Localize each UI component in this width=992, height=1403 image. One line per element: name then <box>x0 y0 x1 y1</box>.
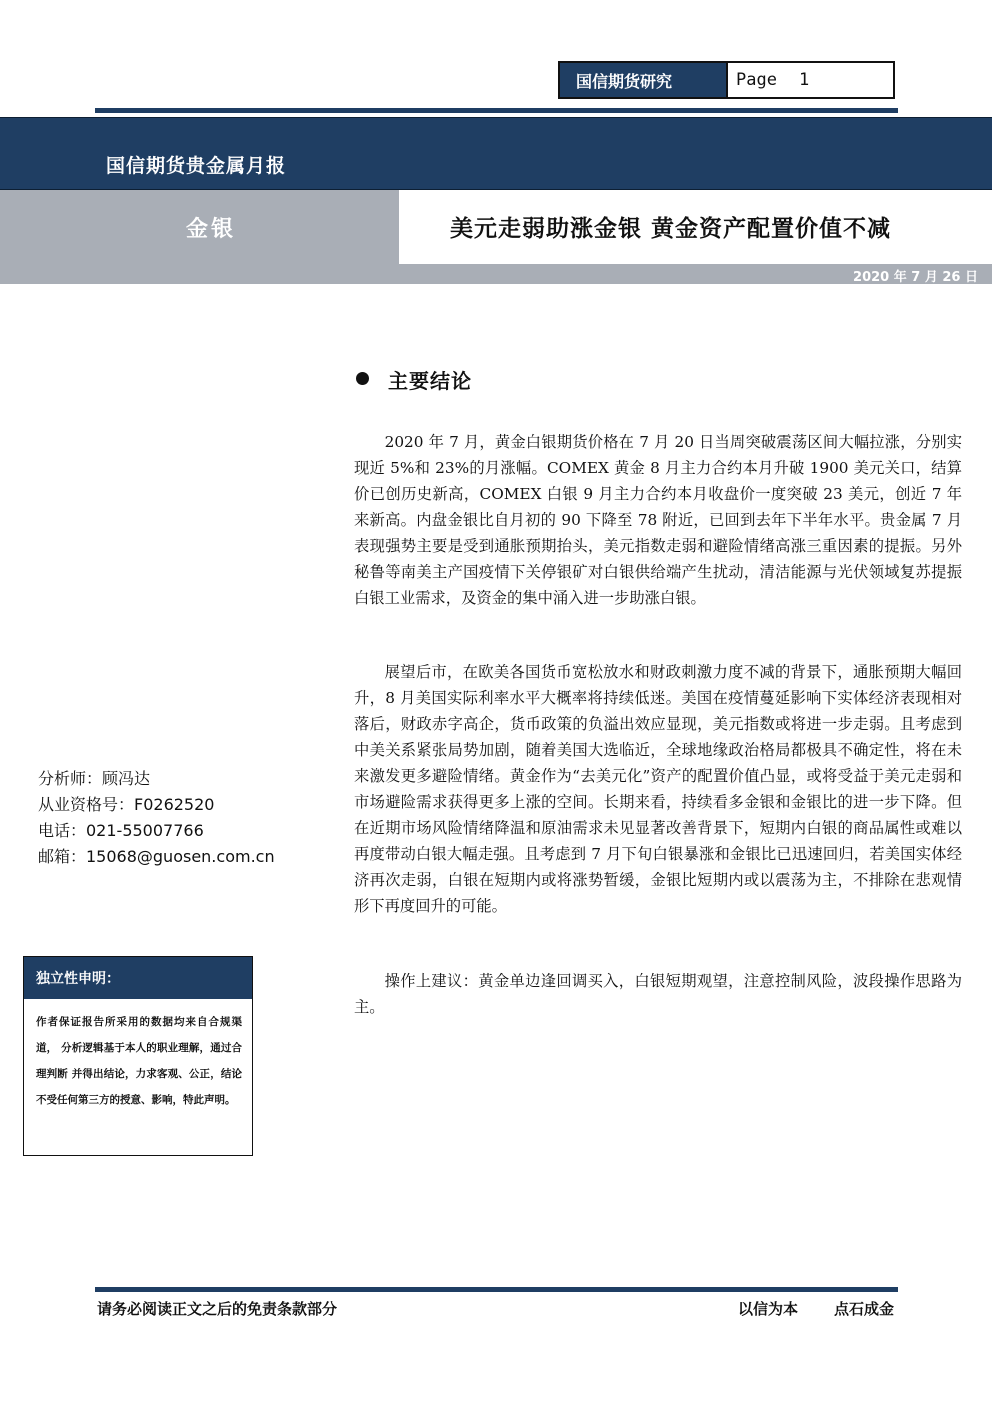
top-divider <box>95 108 898 113</box>
page-number: 1 <box>798 70 810 90</box>
notice-title: 独立性申明： <box>24 957 252 999</box>
section-title: 主要结论 <box>388 369 472 393</box>
paragraph-3: 操作上建议：黄金单边逢回调买入，白银短期观望，注意控制风险，波段操作思路为主。 <box>354 972 962 1016</box>
page-indicator <box>558 61 895 99</box>
paragraph-1: 2020 年 7 月，黄金白银期货价格在 7 月 20 日当周突破震荡区间大幅拉涨，分别实现近 5%和 23%的月涨幅。COMEX 黄金 8 月主力合约本月升破 1900 美元关口，结算价已创历史新高，COMEX 白银 9 月主力合约本月收盘价一度突破 23 美元，创近 7 年来新高。内盘金银比自月初的 90 下降至 78 附近，已回到去年下半年水平。贵金属 7 月表现强势主要是受到通胀预期抬头，美元指数走弱和避险情绪高涨三重因素的提振。另外秘鲁等南美主产国疫情下关停银矿对白银供给端产生扰动，清洁能源与光伏领域复苏提振白银工业需求，及资金的集中涌入进一步助涨白银。 <box>354 433 962 607</box>
footer-motto-1: 以信为本 <box>737 1300 798 1318</box>
footer-disclaimer: 请务必阅读正文之后的免责条款部分 <box>97 1300 338 1318</box>
paragraph-2: 展望后市，在欧美各国货币宽松放水和财政刺激力度不减的背景下，通胀预期大幅回升，8 月美国实际利率水平大概率将持续低迷。美国在疫情蔓延影响下实体经济表现相对落后，财政赤字高企，货币政策的负溢出效应显现，美元指数或将进一步走弱。且考虑到中美关系紧张局势加剧，随着美国大选临近，全球地缘政治格局都极具不确定性，将在未来激发更多避险情绪。黄金作为“去美元化”资产的配置价值凸显，或将受益于美元走弱和市场避险需求获得更多上涨的空间。长期来看，持续看多金银和金银比的进一步下降。但在近期市场风险情绪降温和原油需求未见显著改善背景下，短期内白银的商品属性或难以再度带动白银大幅走强。且考虑到 7 月下旬白银暴涨和金银比已迅速回归，若美国实体经济再次走弱，白银在短期内或将涨势暂缓，金银比短期内或以震荡为主，不排除在悲观情形下再度回升的可能。 <box>354 663 962 915</box>
report-series-title: 国信期货贵金属月报 <box>106 155 287 177</box>
bottom-divider <box>95 1287 898 1292</box>
analyst-email: 邮箱：15068@guosen.com.cn <box>38 847 275 866</box>
date-bar <box>0 264 992 284</box>
independence-notice <box>23 956 253 1156</box>
bullet-icon <box>356 372 369 385</box>
page-number-box <box>728 63 893 97</box>
footer-motto <box>738 1298 894 1319</box>
notice-text: 作者保证报告所采用的数据均来自合规渠道， 分析逻辑基于本人的职业理解，通过合理判断 并得出结论，力求客观、公正，结论不受任何第三方的授意、影响，特此声明。 <box>36 1016 242 1106</box>
report-headline: 美元走弱助涨金银 黄金资产配置价值不减 <box>450 215 892 242</box>
report-date: 2020 年 7 月 26 日 <box>853 270 978 285</box>
org-name: 国信期货研究 <box>560 63 728 97</box>
page-label: Page <box>736 70 777 90</box>
analyst-name: 分析师：顾冯达 <box>38 769 151 788</box>
sector-label: 金银 <box>186 217 237 242</box>
analyst-info <box>38 766 275 870</box>
analyst-license: 从业资格号：F0262520 <box>38 795 215 814</box>
footer-motto-2: 点石成金 <box>833 1300 894 1318</box>
analyst-phone: 电话：021-55007766 <box>38 821 204 840</box>
